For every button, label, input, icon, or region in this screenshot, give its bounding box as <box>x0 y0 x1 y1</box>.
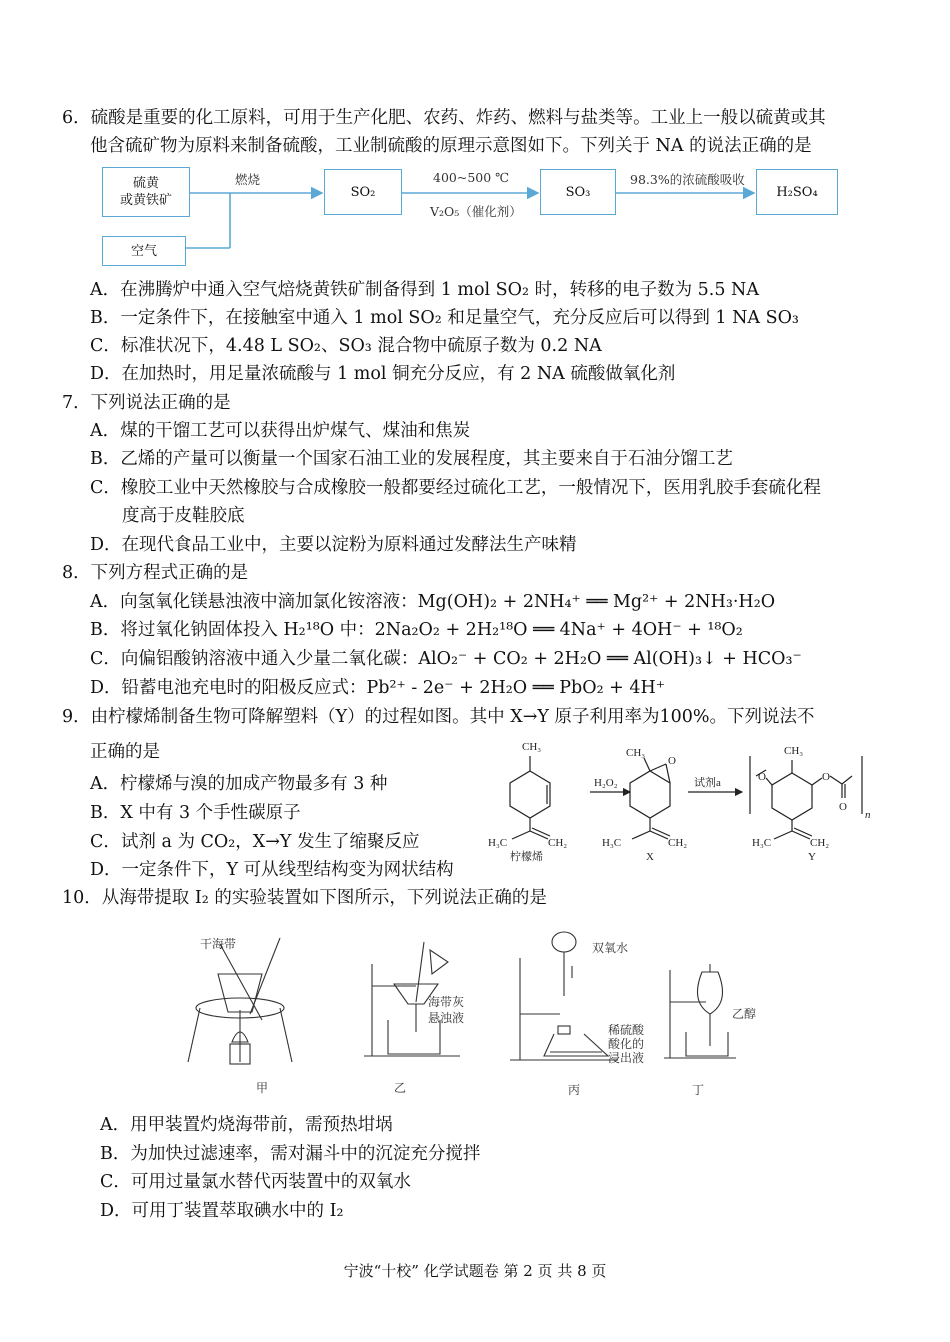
sulfuric-acid-flow-diagram <box>100 166 840 266</box>
q7-option-c-line1: C．橡胶工业中天然橡胶与合成橡胶一般都要经过硫化工艺，一般情况下，医用乳胶手套硫化程 <box>90 478 821 498</box>
air-box: 空气 <box>102 236 186 266</box>
q7-option-b: B．乙烯的产量可以衡量一个国家石油工业的发展程度，其主要来自于石油分馏工艺 <box>90 449 733 469</box>
y-h3c: H₃C <box>752 837 772 849</box>
q6-stem-line1: 6．硫酸是重要的化工原料，可用于生产化肥、农药、炸药、燃料与盐类等。工业上一般以硫黄或其 <box>62 108 826 128</box>
ash-label-1: 海带灰 <box>428 995 465 1009</box>
h2so4-box: H₂SO₄ <box>756 169 838 215</box>
q10-option-a: A．用甲装置灼烧海带前，需预热坩埚 <box>100 1115 393 1135</box>
x-ch2: CH₂ <box>668 837 688 849</box>
raw-material-box <box>102 167 190 217</box>
ash-label-2: 悬浊液 <box>428 1011 465 1025</box>
q8-option-b: B．将过氧化钠固体投入 H₂¹⁸O 中：2Na₂O₂ + 2H₂¹⁸O ══ 4Na⁺ + 4OH⁻ + ¹⁸O₂ <box>90 620 743 640</box>
q6-option-c: C．标准状况下，4.48 L SO₂、SO₃ 混合物中硫原子数为 0.2 NA <box>90 336 602 356</box>
y-n: n <box>865 809 871 821</box>
limonene-ch3: CH₃ <box>522 741 542 753</box>
apparatus-ding <box>664 964 736 1058</box>
so2-box: SO₂ <box>324 169 402 215</box>
label-bing: 丙 <box>568 1083 581 1097</box>
q10-stem: 10．从海带提取 I₂ 的实验装置如下图所示，下列说法正确的是 <box>62 888 547 908</box>
reaction-scheme <box>470 736 890 863</box>
q6-option-b: B．一定条件下，在接触室中通入 1 mol SO₂ 和足量空气，充分反应后可以得到 1 NA SO₃ <box>90 308 799 328</box>
catalyst-label: V₂O₅（催化剂） <box>430 204 522 219</box>
x-structure <box>630 758 670 839</box>
raw-material-line1: 硫黄 <box>132 176 159 191</box>
q8-option-a: A．向氢氧化镁悬浊液中滴加氯化铵溶液：Mg(OH)₂ + 2NH₄⁺ ══ Mg²⁺ + 2NH₃·H₂O <box>90 592 776 612</box>
so3-box: SO₃ <box>540 169 616 215</box>
label-jia: 甲 <box>256 1081 269 1095</box>
q7-option-c-line2: 度高于皮鞋胶底 <box>122 506 245 526</box>
raw-material-line2: 或黄铁矿 <box>119 193 172 208</box>
q9-stem-line2: 正确的是 <box>90 742 160 762</box>
apparatus-jia <box>188 938 292 1064</box>
limonene-ch2: CH₂ <box>548 837 568 849</box>
absorb-label: 98.3%的浓硫酸吸收 <box>630 172 745 187</box>
x-ch3: CH₃ <box>626 747 646 759</box>
reagent-a: 试剂a <box>694 777 721 789</box>
dry-kelp-label: 干海带 <box>200 937 237 951</box>
label-ding: 丁 <box>692 1083 705 1097</box>
page-footer: 宁波“十校” 化学试题卷 第 2 页 共 8 页 <box>343 1262 607 1280</box>
ethanol-label: 乙醇 <box>732 1007 757 1021</box>
limonene-structure <box>510 756 550 839</box>
y-structure <box>750 756 862 839</box>
limonene-label: 柠檬烯 <box>510 851 543 863</box>
q10-option-b: B．为加快过滤速率，需对漏斗中的沉淀充分搅拌 <box>100 1144 481 1164</box>
label-yi: 乙 <box>394 1081 407 1095</box>
x-label: X <box>646 851 654 863</box>
h2o2-label: 双氧水 <box>592 941 629 955</box>
q9-option-d: D．一定条件下，Y 可从线型结构变为网状结构 <box>90 860 454 880</box>
acid-label-3: 浸出液 <box>608 1051 645 1065</box>
y-oxygen-carbonyl: O <box>839 801 847 813</box>
y-ch2: CH₂ <box>810 837 830 849</box>
q8-stem: 8．下列方程式正确的是 <box>62 563 249 583</box>
q10-option-d: D．可用丁装置萃取碘水中的 I₂ <box>100 1201 344 1221</box>
y-label: Y <box>808 851 816 863</box>
q6-option-d: D．在加热时，用足量浓硫酸与 1 mol 铜充分反应，有 2 NA 硫酸做氧化剂 <box>90 364 676 384</box>
limonene-h3c: H₃C <box>488 837 508 849</box>
q6-option-a: A．在沸腾炉中通入空气焙烧黄铁矿制备得到 1 mol SO₂ 时，转移的电子数为 5.5 NA <box>90 280 760 300</box>
y-oxygen-right: O <box>822 771 830 783</box>
x-oxygen: O <box>668 755 676 767</box>
y-oxygen-left: O <box>758 771 766 783</box>
acid-label-2: 酸化的 <box>608 1037 645 1051</box>
q7-option-a: A．煤的干馏工艺可以获得出炉煤气、煤油和焦炭 <box>90 421 471 441</box>
temperature-label: 400~500 ℃ <box>433 170 510 185</box>
reagent-h2o2: H₂O₂ <box>594 777 618 789</box>
q9-option-a: A．柠檬烯与溴的加成产物最多有 3 种 <box>90 774 388 794</box>
x-h3c: H₃C <box>602 837 622 849</box>
burn-label: 燃烧 <box>235 172 261 187</box>
q6-stem-line2: 他含硫矿物为原料来制备硫酸，工业制硫酸的原理示意图如下。下列关于 NA 的说法正确的是 <box>90 136 812 156</box>
q9-option-c: C．试剂 a 为 CO₂，X→Y 发生了缩聚反应 <box>90 832 420 852</box>
q7-option-d: D．在现代食品工业中，主要以淀粉为原料通过发酵法生产味精 <box>90 535 577 555</box>
apparatus-figure <box>180 922 780 1102</box>
y-ch3: CH₃ <box>784 745 804 757</box>
acid-label-1: 稀硫酸 <box>608 1023 645 1037</box>
q8-option-d: D．铅蓄电池充电时的阳极反应式：Pb²⁺ - 2e⁻ + 2H₂O ══ PbO₂ + 4H⁺ <box>90 678 666 698</box>
q8-option-c: C．向偏铝酸钠溶液中通入少量二氧化碳：AlO₂⁻ + CO₂ + 2H₂O ══ Al(OH)₃↓ + HCO₃⁻ <box>90 649 802 669</box>
q9-option-b: B．X 中有 3 个手性碳原子 <box>90 803 301 823</box>
q7-stem: 7．下列说法正确的是 <box>62 393 231 413</box>
q9-stem-line1: 9．由柠檬烯制备生物可降解塑料（Y）的过程如图。其中 X→Y 原子利用率为100%。下列说法不 <box>62 707 815 727</box>
q10-option-c: C．可用过量氯水替代丙装置中的双氧水 <box>100 1172 411 1192</box>
